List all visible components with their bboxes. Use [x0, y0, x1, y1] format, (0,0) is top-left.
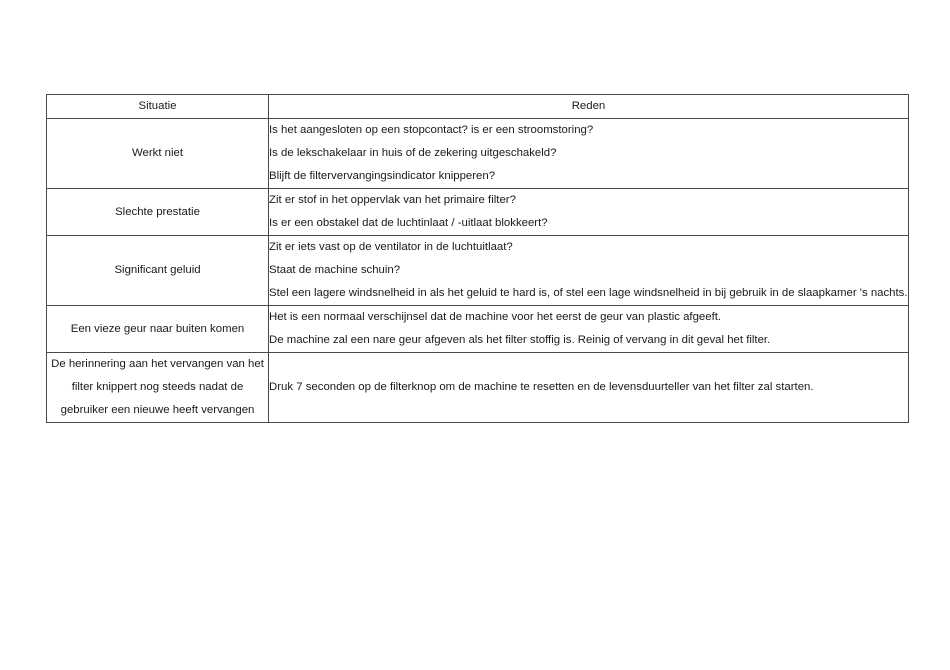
- header-row: [47, 95, 909, 119]
- table-row: [47, 236, 909, 306]
- table-row: [47, 189, 909, 236]
- situation-cell: [47, 119, 269, 189]
- situation-text: Een vieze geur naar buiten komen: [70, 322, 245, 335]
- reason-line: Is de lekschakelaar in huis of de zekering uitgeschakeld?: [269, 147, 557, 159]
- reason-line: Is er een obstakel dat de luchtinlaat / -uitlaat blokkeert?: [269, 217, 548, 229]
- reason-line: Druk 7 seconden op de filterknop om de machine te resetten en de levensduurteller van het filter zal starten.: [269, 381, 814, 393]
- reason-cell: [269, 306, 909, 353]
- situation-text: Significant geluid: [114, 264, 201, 276]
- situation-text: De herinnering aan het vervangen van het filter knippert nog steeds nadat de gebruiker een nieuwe heeft vervangen: [51, 358, 264, 416]
- situation-cell: [47, 306, 269, 353]
- reason-line: Stel een lagere windsnelheid in als het geluid te hard is, of stel een lage windsnelheid in bij gebruik in de slaapkamer 's nachts.: [269, 287, 908, 299]
- reason-cell: [269, 353, 909, 423]
- situation-cell: [47, 353, 269, 423]
- header-situation: Situatie: [47, 95, 269, 119]
- reason-cell: [269, 119, 909, 189]
- reason-line: Staat de machine schuin?: [269, 264, 401, 276]
- reason-line: Is het aangesloten op een stopcontact? is er een stroomstoring?: [269, 124, 594, 136]
- header-reason: Reden: [269, 95, 909, 119]
- reason-line: Zit er stof in het oppervlak van het primaire filter?: [269, 194, 516, 206]
- table-row: [47, 353, 909, 423]
- table-row: [47, 306, 909, 353]
- table-row: [47, 119, 909, 189]
- situation-cell: [47, 236, 269, 306]
- reason-line: Het is een normaal verschijnsel dat de machine voor het eerst de geur van plastic afgeeft.: [269, 311, 722, 323]
- reason-cell: [269, 236, 909, 306]
- reason-line: De machine zal een nare geur afgeven als het filter stoffig is. Reinig of vervang in dit geval het filter.: [269, 334, 771, 346]
- situation-text: Werkt niet: [131, 147, 184, 159]
- table-header: [47, 95, 909, 119]
- situation-text: Slechte prestatie: [115, 205, 200, 218]
- reason-line: Zit er iets vast op de ventilator in de luchtuitlaat?: [269, 241, 513, 253]
- troubleshooting-table: [46, 94, 909, 423]
- reason-line: Blijft de filtervervangingsindicator knipperen?: [269, 170, 496, 182]
- reason-cell: [269, 189, 909, 236]
- situation-cell: [47, 189, 269, 236]
